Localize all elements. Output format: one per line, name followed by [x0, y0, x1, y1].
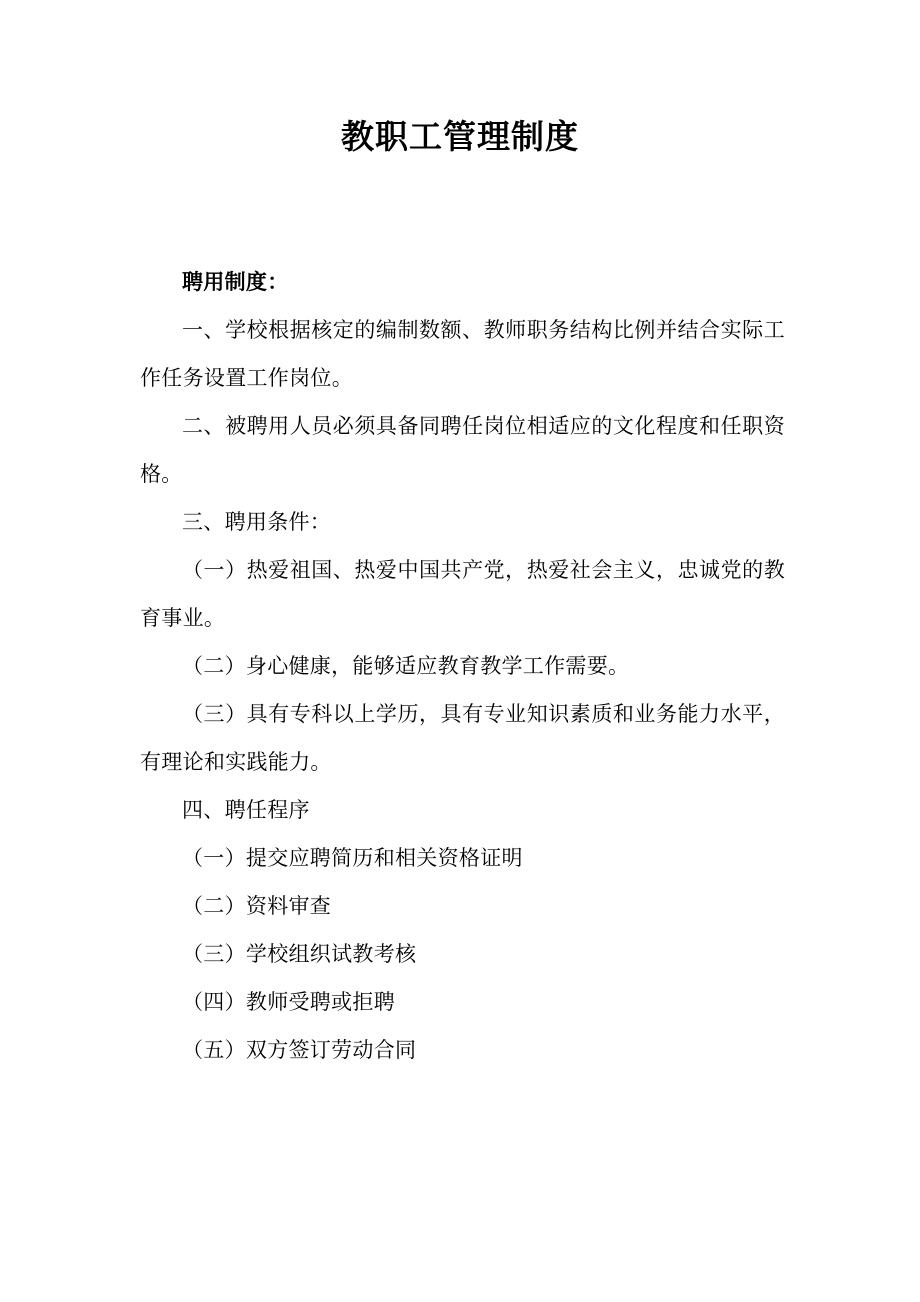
section-heading: 聘用制度：	[182, 270, 289, 294]
paragraph-10: （三）学校组织试教考核	[182, 942, 417, 966]
paragraph-8: （一）提交应聘简历和相关资格证明	[182, 846, 523, 870]
paragraph-6: （三）具有专科以上学历，具有专业知识素质和业务能力水平，有理论和实践能力。	[140, 702, 785, 774]
paragraph-3: 三、聘用条件：	[182, 510, 332, 534]
paragraph-7: 四、聘任程序	[182, 798, 310, 822]
paragraph-9: （二）资料审查	[182, 894, 332, 918]
paragraph-1: 一、学校根据核定的编制数额、教师职务结构比例并结合实际工作任务设置工作岗位。	[140, 318, 785, 390]
document-title: 教职工管理制度	[341, 117, 579, 156]
paragraph-11: （四）教师受聘或拒聘	[182, 990, 395, 1014]
paragraph-12: （五）双方签订劳动合同	[182, 1038, 417, 1062]
document-body	[140, 258, 785, 1074]
paragraph-4: （一）热爱祖国、热爱中国共产党，热爱社会主义，忠诚党的教育事业。	[140, 558, 785, 630]
paragraph-5: （二）身心健康，能够适应教育教学工作需要。	[182, 654, 630, 678]
paragraph-2: 二、被聘用人员必须具备同聘任岗位相适应的文化程度和任职资格。	[140, 414, 785, 486]
